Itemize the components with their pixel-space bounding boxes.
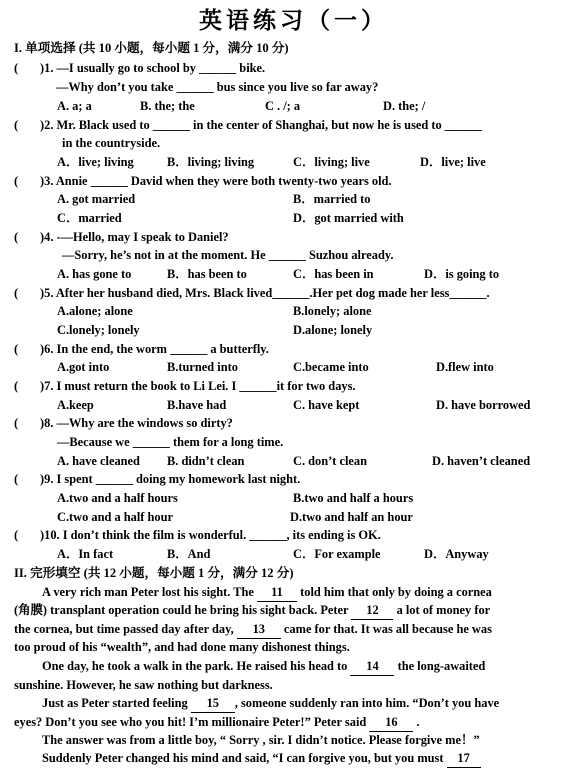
question-6-text: )6. In the end, the worm ______ a butterfly.	[40, 342, 269, 356]
q8-option-b: B. didn’t clean	[167, 454, 245, 468]
q5-option-a: A.alone; alone	[57, 304, 133, 318]
question-4-text: )4. -—Hello, may I speak to Daniel?	[40, 230, 229, 244]
answer-paren: (	[14, 174, 19, 188]
blank-14[interactable]: 14	[350, 657, 394, 676]
question-3-text: )3. Annie ______ David when they were both twenty-two years old.	[40, 174, 392, 188]
page-title: 英语练习（一）	[199, 7, 388, 34]
answer-paren: (	[14, 342, 19, 356]
answer-paren: (	[14, 230, 19, 244]
answer-paren: (	[14, 286, 19, 300]
q3-option-a: A. got married	[57, 192, 136, 206]
blank-17[interactable]: 17	[447, 749, 481, 768]
question-8-text: )8. —Why are the windows so dirty?	[40, 416, 233, 430]
blank-15[interactable]: 15	[191, 694, 235, 713]
passage-line-9: The answer was from a little boy, “ Sorry , sir. I didn’t notice. Please forgive me！”	[42, 733, 480, 747]
q10-option-d: D．Anyway	[424, 547, 489, 561]
blank-12[interactable]: 12	[351, 601, 393, 620]
passage-line-8: eyes? Don’t you see who you hit! I’m millionaire Peter!” Peter said 16 .	[14, 713, 559, 732]
q6-option-a: A.got into	[57, 360, 110, 374]
passage-line-4: too proud of his “wealth”, and had done many dishonest things.	[14, 640, 350, 654]
question-1-text: )1. —I usually go to school by ______ bike.	[40, 61, 266, 75]
question-9-text: )9. I spent ______ doing my homework last night.	[40, 472, 301, 486]
q3-option-b: B．married to	[293, 192, 371, 206]
q5-option-b: B.lonely; alone	[293, 304, 372, 318]
q8-option-a: A. have cleaned	[57, 454, 140, 468]
answer-paren: (	[14, 379, 19, 393]
q6-option-c: C.became into	[293, 360, 369, 374]
q2-option-d: D．live; live	[420, 155, 486, 169]
q8-option-d: D. haven’t cleaned	[432, 454, 531, 468]
question-8-line2: —Because we ______ them for a long time.	[57, 435, 284, 449]
question-7-text: )7. I must return the book to Li Lei. I ______it for two days.	[40, 379, 356, 393]
section-1-heading: I. 单项选择 (共 10 小题，每小题 1 分，满分 10 分)	[14, 41, 289, 55]
passage-line-7: Just as Peter started feeling 15 , someone suddenly ran into him. “Don’t you have	[42, 694, 587, 713]
blank-11[interactable]: 11	[257, 583, 297, 602]
answer-paren: (	[14, 528, 19, 542]
question-2-line2: in the countryside.	[62, 136, 161, 150]
q7-option-b: B.have had	[167, 398, 227, 412]
q9-option-d: D.two and half an hour	[290, 510, 413, 524]
question-1-line2: —Why don’t you take ______ bus since you live so far away?	[56, 80, 379, 94]
q2-option-b: B．living; living	[167, 155, 255, 169]
blank-13[interactable]: 13	[237, 620, 281, 639]
q1-option-a: A. a; a	[57, 99, 92, 113]
q4-option-b: B．has been to	[167, 267, 247, 281]
q9-option-a: A.two and a half hours	[57, 491, 178, 505]
question-10-text: )10. I don’t think the film is wonderful. ______, its ending is OK.	[40, 528, 381, 542]
section-2-heading: II. 完形填空 (共 12 小题，每小题 1 分，满分 12 分)	[14, 566, 294, 580]
q1-option-c: C . /; a	[265, 99, 301, 113]
q9-option-b: B.two and half a hours	[293, 491, 414, 505]
passage-line-10: Suddenly Peter changed his mind and said, “I can forgive you, but you must 17	[42, 749, 587, 768]
q7-option-c: C. have kept	[293, 398, 360, 412]
q3-option-d: D．got married with	[293, 211, 404, 225]
q5-option-d: D.alone; lonely	[293, 323, 373, 337]
q10-option-b: B．And	[167, 547, 211, 561]
answer-paren: (	[14, 416, 19, 430]
question-4-line2: —Sorry, he’s not in at the moment. He ______ Suzhou already.	[62, 248, 394, 262]
passage-line-5: One day, he took a walk in the park. He raised his head to 14 the long-awaited	[42, 657, 587, 676]
q4-option-c: C．has been in	[293, 267, 374, 281]
answer-paren: (	[14, 472, 19, 486]
q4-option-d: D．is going to	[424, 267, 500, 281]
passage-line-6: sunshine. However, he saw nothing but darkness.	[14, 678, 273, 692]
q5-option-c: C.lonely; lonely	[57, 323, 140, 337]
q3-option-c: C．married	[57, 211, 122, 225]
q8-option-c: C. don’t clean	[293, 454, 367, 468]
q9-option-c: C.two and a half hour	[57, 510, 174, 524]
q2-option-a: A．live; living	[57, 155, 134, 169]
question-5-text: )5. After her husband died, Mrs. Black lived______.Her pet dog made her less______.	[40, 286, 490, 300]
q1-option-b: B. the; the	[140, 99, 195, 113]
q6-option-d: D.flew into	[436, 360, 494, 374]
q6-option-b: B.turned into	[167, 360, 238, 374]
q4-option-a: A. has gone to	[57, 267, 132, 281]
passage-line-2: (角膜) transplant operation could he bring his sight back. Peter 12 a lot of money for	[14, 601, 559, 620]
answer-paren: (	[14, 118, 19, 132]
q1-option-d: D. the; /	[383, 99, 426, 113]
question-2-text: )2. Mr. Black used to ______ in the center of Shanghai, but now he is used to ______	[40, 118, 482, 132]
q10-option-c: C．For example	[293, 547, 381, 561]
passage-line-1: A very rich man Peter lost his sight. The 11 told him that only by doing a cornea	[42, 583, 587, 602]
q2-option-c: C．living; live	[293, 155, 370, 169]
q7-option-d: D. have borrowed	[436, 398, 531, 412]
answer-paren: (	[14, 61, 19, 75]
q10-option-a: A．In fact	[57, 547, 114, 561]
passage-line-3: the cornea, but time passed day after day, 13 came for that. It was all because he was	[14, 620, 559, 639]
q7-option-a: A.keep	[57, 398, 94, 412]
blank-16[interactable]: 16	[369, 713, 413, 732]
